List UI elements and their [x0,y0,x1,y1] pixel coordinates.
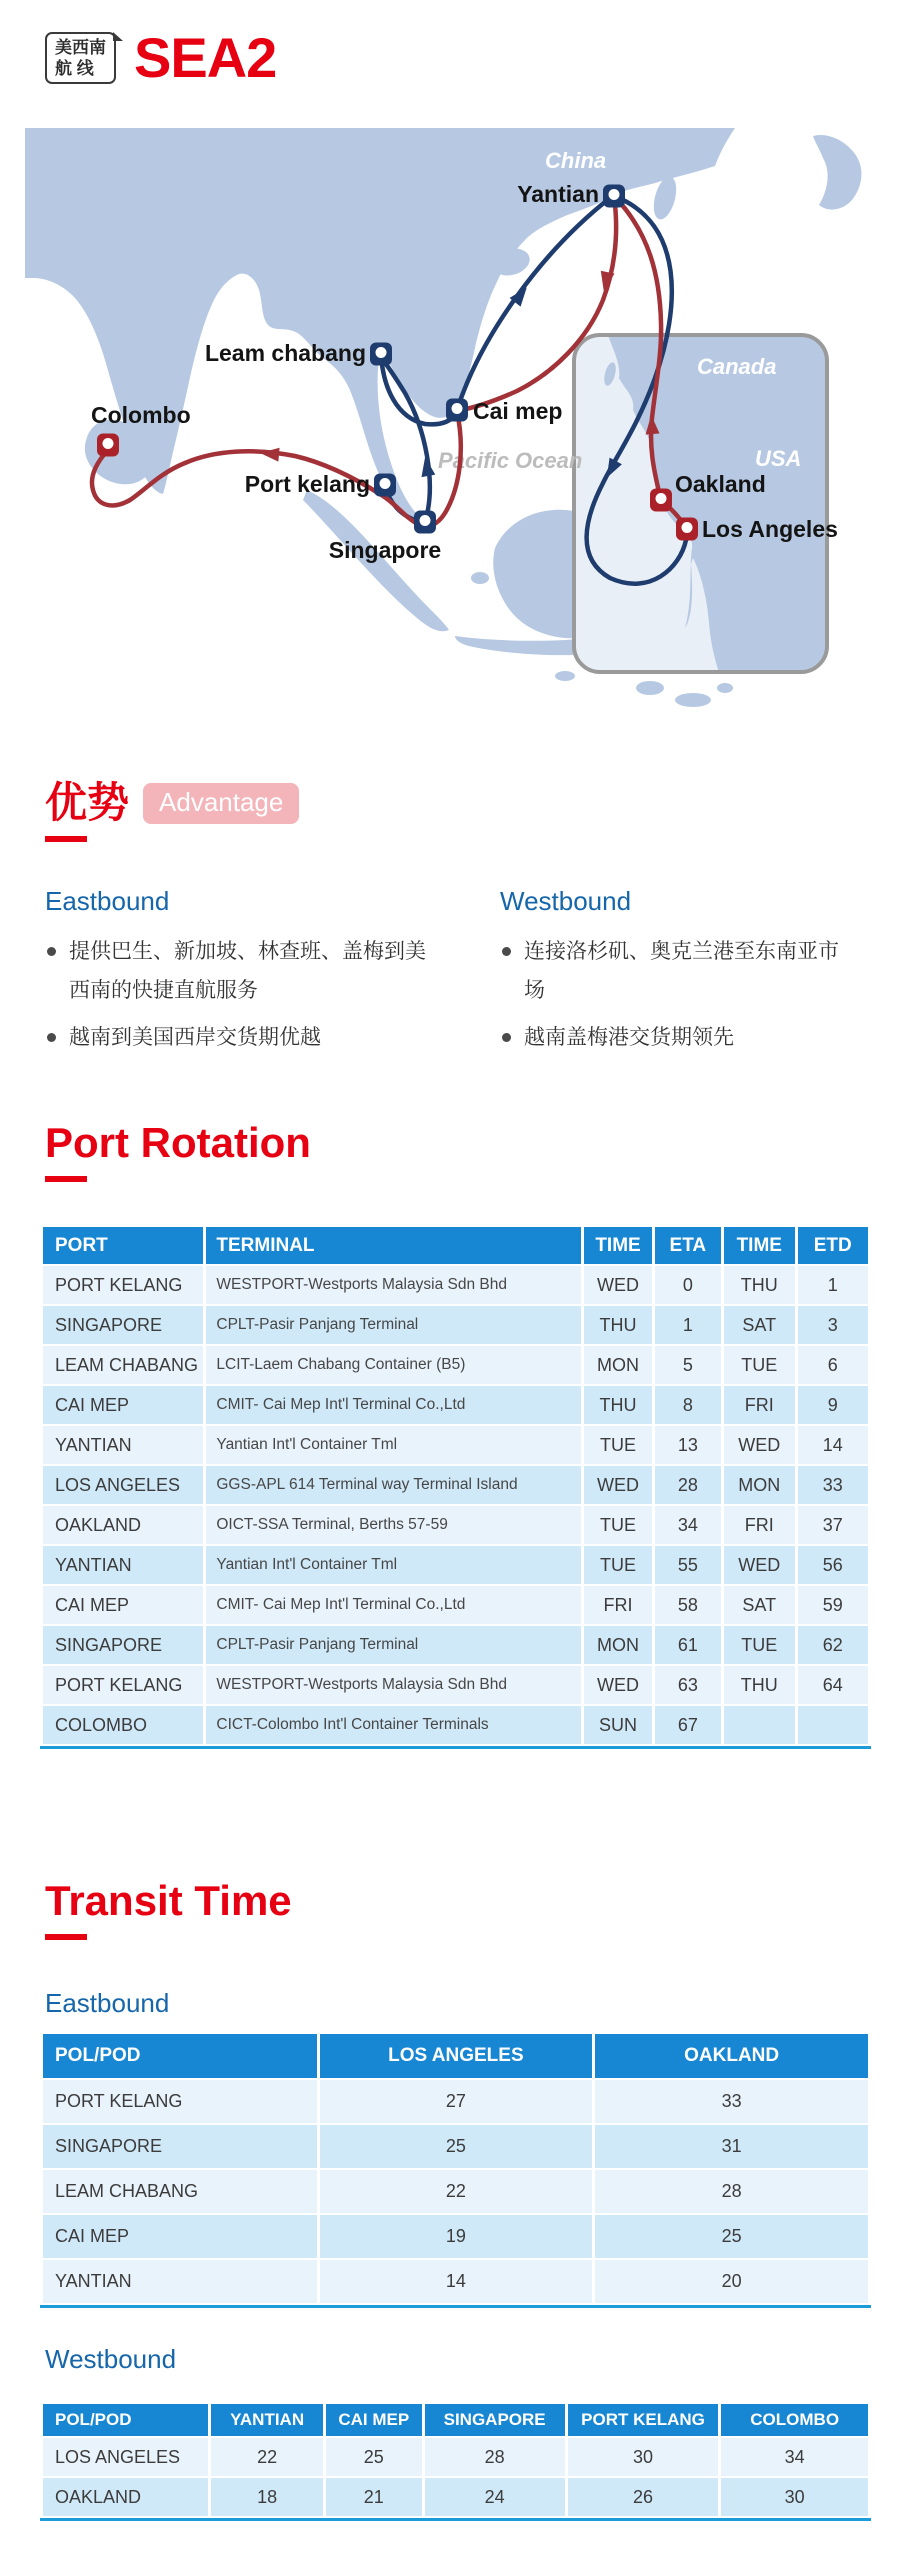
table-row [43,1546,868,1584]
table-cell: 24 [425,2478,565,2516]
column-header: ETA [655,1227,721,1264]
table-cell: CMIT- Cai Mep Int'l Terminal Co.,Ltd [206,1586,581,1624]
table-row [43,2215,868,2258]
table-cell: 25 [326,2438,422,2476]
column-header: TIME [584,1227,651,1264]
table-cell: GGS-APL 614 Terminal way Terminal Island [206,1466,581,1504]
column-header: SINGAPORE [425,2404,565,2436]
table-cell: WED [584,1266,651,1304]
port-marker-leam-chabang [205,340,392,366]
table-cell: 22 [211,2438,323,2476]
table-cell: WESTPORT-Westports Malaysia Sdn Bhd [206,1266,581,1304]
usa-label: USA [755,446,802,471]
table-cell: FRI [724,1386,794,1424]
table-cell: FRI [584,1586,651,1624]
column-header: TERMINAL [206,1227,581,1264]
column-header: COLOMBO [721,2404,868,2436]
advantage-bullet: 提供巴生、新加坡、林查班、盖梅到美西南的快捷直航服务 [45,933,430,1011]
table-header-row [43,1227,868,1264]
table-cell: WED [584,1666,651,1704]
route-badge-tail [113,32,123,41]
column-header: ETD [798,1227,869,1264]
table-cell: OAKLAND [43,1506,203,1544]
route-badge [45,32,116,85]
port-label: Port kelang [244,471,370,497]
table-cell [724,1706,794,1744]
transit-time-title: Transit Time [45,1877,292,1924]
table-cell: FRI [724,1506,794,1544]
table-cell: TUE [584,1426,651,1464]
table-row [43,1266,868,1304]
route-map-svg [25,128,885,715]
table-cell: 67 [655,1706,721,1744]
transit-eastbound-table [40,2032,871,2308]
table-cell: WESTPORT-Westports Malaysia Sdn Bhd [206,1666,581,1704]
column-header: POL/POD [43,2404,208,2436]
table-cell: CAI MEP [43,1386,203,1424]
table-row [43,1466,868,1504]
advantage-bullet: 越南到美国西岸交货期优越 [45,1019,430,1058]
heading-underline [45,836,87,842]
table-cell: 8 [655,1386,721,1424]
table-cell: Yantian Int'l Container Tml [206,1426,581,1464]
table-cell: LEAM CHABANG [43,1346,203,1384]
table-cell: 28 [655,1466,721,1504]
table-cell: OAKLAND [43,2478,208,2516]
china-label: China [545,148,607,173]
column-header: LOS ANGELES [320,2034,593,2078]
table-cell: THU [724,1666,794,1704]
port-rotation-title: Port Rotation [45,1119,311,1166]
table-cell: YANTIAN [43,1426,203,1464]
table-row [43,1346,868,1384]
table-cell: SINGAPORE [43,1306,203,1344]
advantage-title-cn: 优势 [45,779,130,826]
table-row [43,1626,868,1664]
table-cell: 33 [595,2080,868,2123]
table-cell: 55 [655,1546,721,1584]
table-cell: TUE [724,1346,794,1384]
table-cell: 21 [326,2478,422,2516]
route-badge-line2: 航 线 [55,59,94,78]
table-cell: WED [584,1466,651,1504]
table-cell: MON [584,1346,651,1384]
heading-underline [45,1934,87,1940]
table-cell: OICT-SSA Terminal, Berths 57-59 [206,1506,581,1544]
canada-label: Canada [697,354,777,379]
table-cell: 9 [798,1386,869,1424]
table-cell: 25 [320,2125,593,2168]
table-cell: 18 [211,2478,323,2516]
table-cell: WED [724,1426,794,1464]
transit-time-heading [45,1877,292,1940]
table-cell: 30 [568,2438,719,2476]
table-cell: 1 [798,1266,869,1304]
transit-eastbound-label: Eastbound [45,1988,170,2018]
table-cell: 37 [798,1506,869,1544]
table-cell: 25 [595,2215,868,2258]
table-cell: 61 [655,1626,721,1664]
table-cell: SAT [724,1586,794,1624]
table-cell: 34 [655,1506,721,1544]
port-rotation-heading [45,1119,311,1182]
table-cell: 62 [798,1626,869,1664]
table-cell: SINGAPORE [43,1626,203,1664]
advantage-section [45,779,857,1066]
table-row [43,2260,868,2303]
table-cell: THU [584,1306,651,1344]
table-row [43,1706,868,1744]
table-row [43,2125,868,2168]
pacific-ocean-label: Pacific Ocean [438,448,583,473]
table-cell: 59 [798,1586,869,1624]
port-label: Los Angeles [702,516,838,542]
table-cell: PORT KELANG [43,2080,317,2123]
heading-underline [45,1176,87,1182]
table-cell: 56 [798,1546,869,1584]
table-cell: 28 [425,2438,565,2476]
table-row [43,2438,868,2476]
table-cell: TUE [584,1546,651,1584]
table-cell: CAI MEP [43,1586,203,1624]
table-cell: LOS ANGELES [43,1466,203,1504]
table-cell: 6 [798,1346,869,1384]
advantage-heading [45,779,857,826]
column-header: OAKLAND [595,2034,868,2078]
table-cell: 0 [655,1266,721,1304]
table-cell: PORT KELANG [43,1266,203,1304]
table-row [43,2170,868,2213]
table-cell: 5 [655,1346,721,1384]
table-cell: 34 [721,2438,868,2476]
column-header: TIME [724,1227,794,1264]
advantage-bullet: 越南盖梅港交货期领先 [500,1019,840,1058]
port-label: Leam chabang [204,340,366,366]
table-header-row [43,2404,868,2436]
column-header: CAI MEP [326,2404,422,2436]
port-marker-yantian [517,181,625,208]
port-marker-cai-mep [446,398,562,424]
table-cell: Yantian Int'l Container Tml [206,1546,581,1584]
transit-westbound-table [40,2402,871,2521]
table-cell: YANTIAN [43,1546,203,1584]
port-label: Oakland [675,471,766,497]
column-header: POL/POD [43,2034,317,2078]
table-cell: 28 [595,2170,868,2213]
table-row [43,1426,868,1464]
table-cell: CPLT-Pasir Panjang Terminal [206,1306,581,1344]
table-row [43,1506,868,1544]
table-cell: LCIT-Laem Chabang Container (B5) [206,1346,581,1384]
table-cell: TUE [724,1626,794,1664]
table-cell: 26 [568,2478,719,2516]
table-cell: YANTIAN [43,2260,317,2303]
table-cell: THU [584,1386,651,1424]
table-cell: CICT-Colombo Int'l Container Terminals [206,1706,581,1744]
column-header: YANTIAN [211,2404,323,2436]
port-label: Yantian [517,181,599,207]
route-badge-line1: 美西南 [55,37,106,57]
table-cell: 33 [798,1466,869,1504]
table-cell: COLOMBO [43,1706,203,1744]
table-cell: 58 [655,1586,721,1624]
westbound-label: Westbound [500,886,632,916]
table-cell: LEAM CHABANG [43,2170,317,2213]
table-cell [798,1706,869,1744]
table-cell: 19 [320,2215,593,2258]
table-cell: CPLT-Pasir Panjang Terminal [206,1626,581,1664]
table-row [43,1306,868,1344]
table-cell: SAT [724,1306,794,1344]
north-america-inset [574,335,827,684]
column-header: PORT [43,1227,203,1264]
table-cell: 63 [655,1666,721,1704]
route-map [25,128,885,715]
advantage-westbound [500,886,857,1066]
table-cell: LOS ANGELES [43,2438,208,2476]
table-cell: 64 [798,1666,869,1704]
table-cell: 13 [655,1426,721,1464]
table-row [43,2080,868,2123]
table-cell: CMIT- Cai Mep Int'l Terminal Co.,Ltd [206,1386,581,1424]
advantage-eastbound [45,886,500,1066]
port-label: Colombo [91,402,191,428]
table-header-row [43,2034,868,2078]
port-rotation-table [40,1225,871,1749]
port-label: Cai mep [473,398,563,424]
table-cell: 14 [320,2260,593,2303]
table-cell: 22 [320,2170,593,2213]
table-cell: THU [724,1266,794,1304]
table-cell: WED [724,1546,794,1584]
port-label: Singapore [328,537,442,563]
column-header: PORT KELANG [568,2404,719,2436]
table-cell: MON [724,1466,794,1504]
header [45,26,277,89]
eastbound-label: Eastbound [45,886,170,916]
table-cell: CAI MEP [43,2215,317,2258]
table-cell: 20 [595,2260,868,2303]
table-cell: MON [584,1626,651,1664]
table-cell: PORT KELANG [43,1666,203,1704]
table-cell: 31 [595,2125,868,2168]
table-cell: 14 [798,1426,869,1464]
page-title: SEA2 [134,26,277,89]
table-cell: 30 [721,2478,868,2516]
advantage-bullet: 连接洛杉矶、奥克兰港至东南亚市场 [500,933,840,1011]
table-cell: SINGAPORE [43,2125,317,2168]
transit-westbound-label: Westbound [45,2344,177,2374]
table-row [43,2478,868,2516]
port-marker-port-kelang [245,471,396,497]
advantage-title-en-badge: Advantage [143,783,299,824]
table-row [43,1666,868,1704]
table-cell: 3 [798,1306,869,1344]
table-cell: 1 [655,1306,721,1344]
table-cell: SUN [584,1706,651,1744]
table-row [43,1386,868,1424]
table-cell: TUE [584,1506,651,1544]
table-cell: 27 [320,2080,593,2123]
table-row [43,1586,868,1624]
